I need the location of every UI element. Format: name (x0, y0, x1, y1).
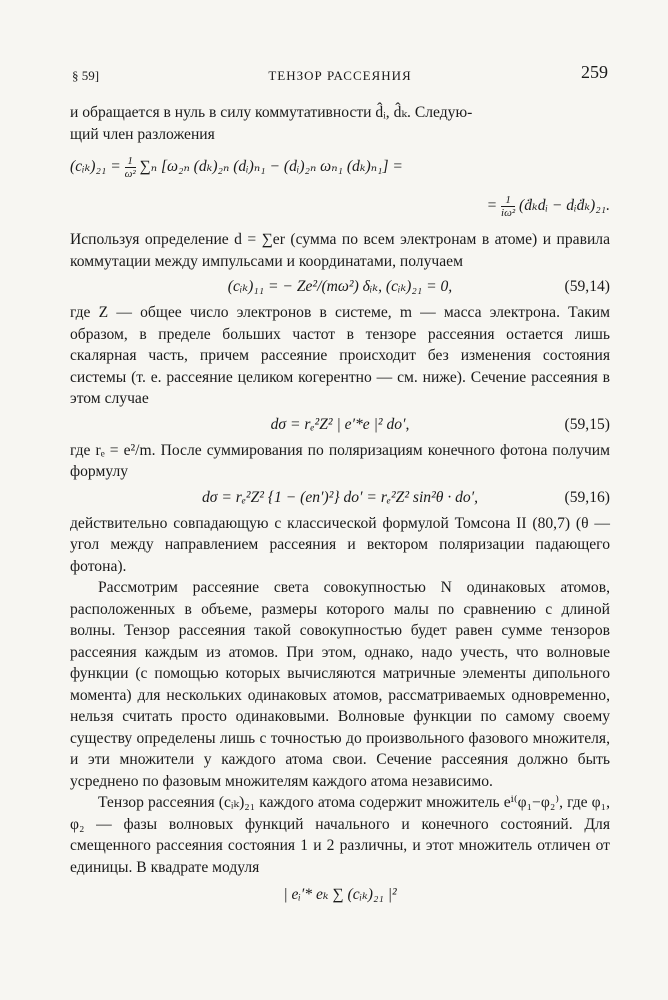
eq1-fraction (125, 155, 136, 180)
eq2-prefix: = (486, 197, 498, 215)
paragraph-7: Тензор рассеяния (cᵢₖ)₂₁ каждого атома содержит множитель eⁱ⁽φ₁−φ₂⁾, где φ₁, φ₂ — фазы волновых функций начального и конечного состояний. Для смещенного рассеяния состояния 1 и 2 различны, и этот множитель отличен от единицы. В квадрате модуля (70, 794, 610, 876)
equation-59-16 (70, 487, 610, 509)
eq2-frac-num: 1 (505, 194, 511, 206)
chapter-title: ТЕНЗОР РАССЕЯНИЯ (268, 68, 412, 83)
paragraph-2: Используя определение d = ∑er (сумма по всем электронам в атоме) и правила коммутации между импульсами и координатами, получаем (70, 231, 610, 270)
paragraph-1-line-1: и обращается в нуль в силу коммутативности d̂ᵢ, d̂ₖ. Следую- (70, 104, 473, 121)
paragraph-1-line-2: щий член разложения (70, 125, 215, 143)
eq1-lhs: (cᵢₖ)₂₁ = (70, 158, 121, 176)
equation-1 (70, 155, 610, 180)
paragraph-3: где Z — общее число электронов в системе, m — масса электрона. Таким образом, в пределе больших частот в тензоре рассеяния остается лишь скалярная часть, причем рассеяние происходит без изменения состояния системы (т. е. рассеяние целиком когерентно — см. ниже). Сечение рассеяния в этом случае (70, 304, 610, 407)
eq2-body: (ḋₖdᵢ − dᵢḋₖ)₂₁. (519, 197, 610, 215)
page (70, 62, 610, 910)
eq6-body: | eᵢ′* eₖ ∑ (cᵢₖ)₂₁ |² (283, 886, 397, 903)
section-ref: § 59] (72, 68, 100, 83)
eq5-number: (59,16) (564, 488, 610, 506)
eq3-number: (59,14) (564, 278, 610, 295)
eq3-body: (cᵢₖ)₁₁ = − Ze²/(mω²) δᵢₖ, (cᵢₖ)₂₁ = 0, (227, 278, 453, 295)
eq1-frac-den: ω² (124, 168, 136, 180)
paragraph-6: Рассмотрим рассеяние света совокупностью N одинаковых атомов, расположенных в объеме, размеры которого малы по сравнению с длиной волны. Тензор рассеяния такой совокупностью будет равен сумме тензоров рассеяния каждым из атомов. При этом, однако, надо учесть, что волновые функции (с помощью которых вычисляются матричные элементы дипольного момента) для нескольких одинаковых атомов, рассматриваемых одновременно, нельзя считать просто одинаковыми. Волновые функции по самому своему существу определены лишь с точностью до произвольного фазового множителя, и эти множители у каждого атома свои. Сечение рассеяния должно быть усреднено по фазовым множителям каждого атома независимо. (70, 579, 610, 790)
equation-modulus (70, 884, 610, 906)
eq5-body: dσ = rₑ²Z² {1 − (en′)²} do′ = rₑ²Z² sin²θ · do′, (201, 488, 479, 506)
equation-2 (70, 194, 610, 219)
running-header (70, 62, 610, 88)
eq2-fraction (501, 194, 515, 219)
eq1-frac-num: 1 (127, 155, 133, 167)
eq4-body: dσ = rₑ²Z² | e′*e |² do′, (270, 415, 410, 433)
eq2-frac-den: iω² (501, 207, 516, 219)
eq4-number: (59,15) (564, 415, 610, 433)
page-number: 259 (581, 62, 608, 82)
equation-59-15 (70, 414, 610, 436)
equation-59-14 (70, 276, 610, 298)
paragraph-4: где rₑ = e²/m. После суммирования по поляризациям конечного фотона получим формулу (70, 441, 610, 480)
paragraph-5: действительно совпадающую с классической формулой Томсона II (80,7) (θ — угол между направлением рассеяния и вектором поляризации падающего фотона). (70, 514, 610, 575)
eq1-body: ∑ₙ [ω₂ₙ (dₖ)₂ₙ (dᵢ)ₙ₁ − (dᵢ)₂ₙ ωₙ₁ (dₖ)ₙ₁] = (139, 158, 403, 176)
